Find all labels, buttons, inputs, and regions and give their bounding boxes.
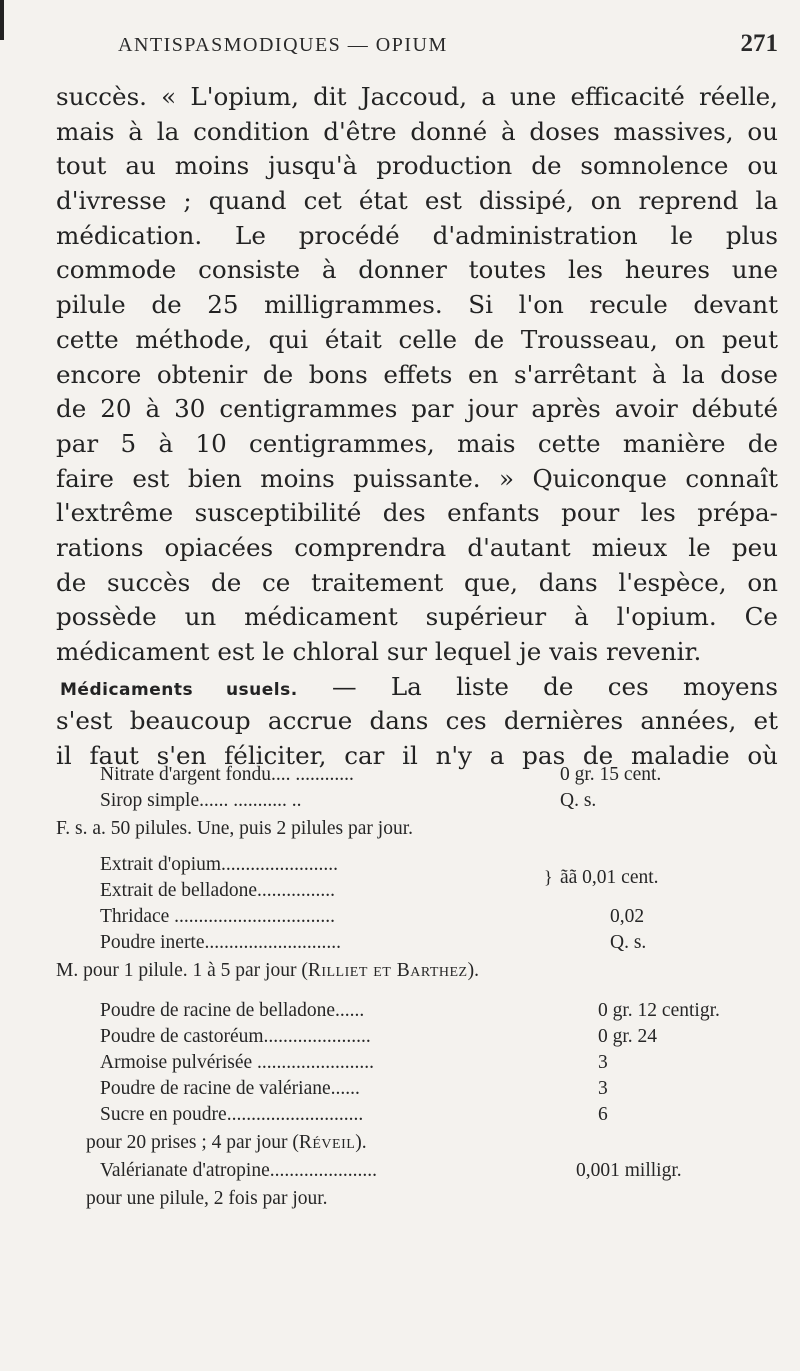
note-suffix: ). <box>467 960 479 981</box>
section-subhead-rest: — La liste de ces moyens <box>297 671 778 701</box>
formula-row <box>100 852 780 878</box>
text-line: pilule de 25 milligrammes. Si l'on recule devant <box>56 290 778 320</box>
ingredient-name: Valérianate d'atropine...................... <box>100 1160 377 1181</box>
ingredient-name: Sirop simple...... ........... .. <box>100 790 302 811</box>
text-line: médication. Le procédé d'administration le plus <box>56 220 778 250</box>
ingredient-name: Extrait de belladone................ <box>100 880 336 901</box>
formula-row <box>100 904 780 930</box>
formula-belladonna-powder <box>86 998 780 1158</box>
body-text <box>56 80 778 774</box>
text-line: d'ivresse ; quand cet état est dissipé, on reprend la <box>56 186 778 216</box>
formula-row <box>100 1158 780 1184</box>
text-line: tout au moins jusqu'à production de somnolence ou <box>56 151 778 181</box>
formula-row <box>100 1024 780 1050</box>
prescription-formulas <box>56 762 780 1214</box>
ingredient-name: Poudre de racine de belladone...... <box>100 1000 365 1021</box>
formula-row <box>100 1102 780 1128</box>
formula-row <box>100 1076 780 1102</box>
text-line: de succès de ce traitement que, dans l'espèce, on <box>56 567 778 597</box>
formula-row <box>100 762 780 788</box>
text-line: de 20 à 30 centigrammes par jour après avoir débuté <box>56 394 778 424</box>
text-line: l'extrême susceptibilité des enfants pour les prépa- <box>56 498 778 528</box>
text-line: succès. « L'opium, dit Jaccoud, a une efficacité réelle, <box>56 82 778 111</box>
formula-instructions <box>86 1128 780 1158</box>
formula-atropine <box>86 1158 780 1214</box>
ingredient-name: Thridace ................................. <box>100 906 336 927</box>
text-line: mais à la condition d'être donné à doses massives, ou <box>56 116 778 146</box>
formula-silver-nitrate <box>56 762 780 844</box>
formula-row <box>100 998 780 1024</box>
text-line: par 5 à 10 centigrammes, mais cette manière de <box>56 428 778 458</box>
ingredient-name: Nitrate d'argent fondu.... ............ <box>100 764 354 785</box>
ingredient-quantity: 3 <box>598 1052 608 1073</box>
note-prefix: pour 20 prises ; 4 par jour ( <box>86 1132 299 1153</box>
text-line: cette méthode, qui était celle de Trousseau, on peut <box>56 324 778 354</box>
note-author: Réveil <box>298 1132 356 1153</box>
ingredient-quantity: Q. s. <box>560 790 597 811</box>
text-line: il faut s'en féliciter, car il n'y a pas de maladie où <box>56 741 778 771</box>
ingredient-name: Poudre inerte............................ <box>100 932 342 953</box>
ingredient-quantity: 6 <box>598 1104 608 1125</box>
ingredient-quantity: 0 gr. 24 <box>598 1026 658 1047</box>
ingredient-quantity: 0,001 milligr. <box>576 1160 682 1181</box>
section-subhead: Médicaments usuels. <box>60 679 298 700</box>
ingredient-name: Poudre de racine de valériane...... <box>100 1078 360 1099</box>
formula-instructions: pour une pilule, 2 fois par jour. <box>86 1188 328 1209</box>
text-line: médicament est le chloral sur lequel je vais revenir. <box>56 637 702 666</box>
running-title: ANTISPASMODIQUES — OPIUM <box>118 34 448 56</box>
ingredient-quantity: 0 gr. 12 centigr. <box>598 1000 720 1021</box>
ingredient-quantity-shared: ãã 0,01 cent. <box>560 867 659 888</box>
ingredient-name: Poudre de castoréum...................... <box>100 1026 371 1047</box>
formula-opium-belladonna <box>56 852 780 986</box>
text-line: commode consiste à donner toutes les heures une <box>56 255 778 285</box>
formula-row <box>100 788 780 814</box>
ingredient-name: Armoise pulvérisée ........................ <box>100 1052 375 1073</box>
brace-symbol: } <box>544 867 553 887</box>
ingredient-quantity: 0,02 <box>610 906 645 927</box>
formula-instructions <box>56 956 780 986</box>
formula-instructions: F. s. a. 50 pilules. Une, puis 2 pilules par jour. <box>56 818 413 839</box>
note-prefix: M. pour 1 pilule. 1 à 5 par jour ( <box>56 960 308 981</box>
ingredient-quantity: Q. s. <box>610 932 647 953</box>
ingredient-quantity: 0 gr. 15 cent. <box>560 764 662 785</box>
text-line: rations opiacées comprendra d'autant mieux le peu <box>56 532 778 562</box>
text-line: s'est beaucoup accrue dans ces dernières années, et <box>56 706 778 736</box>
formula-row <box>100 930 780 956</box>
ingredient-quantity: 3 <box>598 1078 608 1099</box>
formula-row <box>100 867 780 904</box>
section-line <box>56 670 778 705</box>
ingredient-name: Extrait d'opium........................ <box>100 854 339 875</box>
text-line: encore obtenir de bons effets en s'arrêtant à la dose <box>56 359 778 389</box>
text-line: possède un médicament supérieur à l'opium. Ce <box>56 602 778 632</box>
ingredient-name: Sucre en poudre............................ <box>100 1104 364 1125</box>
text-line: faire est bien moins puissante. » Quiconque connaît <box>56 463 778 493</box>
page-number: 271 <box>740 30 778 57</box>
page-header <box>118 28 778 64</box>
formula-row <box>100 1050 780 1076</box>
note-suffix: ). <box>355 1132 367 1153</box>
note-authors: Rilliet et Barthez <box>307 960 468 981</box>
page-edge-mark <box>0 0 4 40</box>
